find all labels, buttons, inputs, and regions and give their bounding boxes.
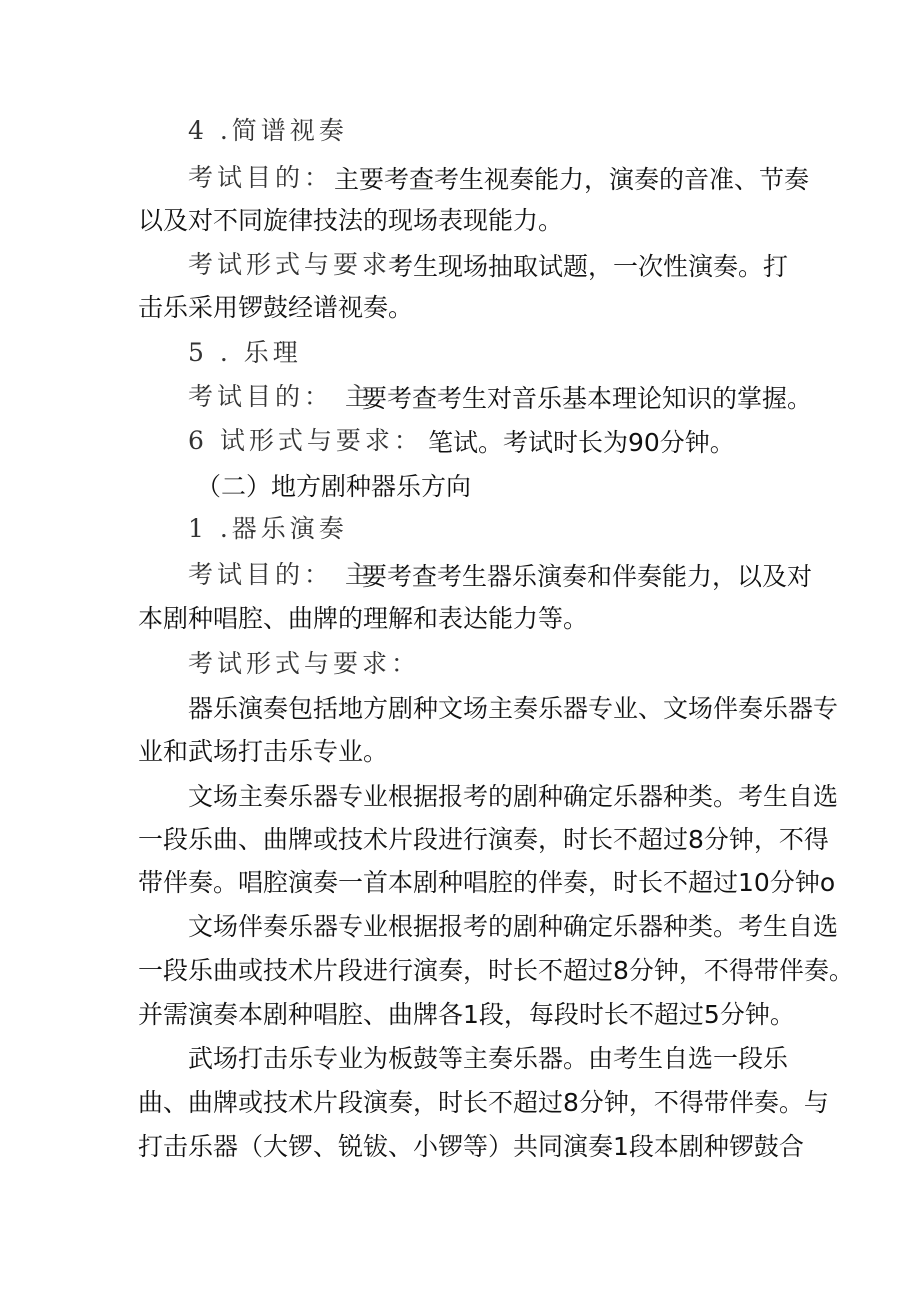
subsection-heading: （二）地方剧种器乐方向: [196, 472, 472, 501]
paragraph-text: 击乐采用锣鼓经谱视奏。: [138, 293, 414, 322]
paragraph-text: 一段乐曲或技术片段进行演奏，时长不超过8分钟，不得带伴奏。: [138, 956, 854, 985]
paragraph-text: 文场主奏乐器专业根据报考的剧种确定乐器种类。考生自选: [188, 782, 839, 811]
paragraph-text: 武场打击乐专业为板鼓等主奏乐器。由考生自选一段乐: [188, 1044, 789, 1073]
paragraph-text: 以及对不同旋律技法的现场表现能力。: [138, 206, 564, 235]
paragraph-text: 要考查考生器乐演奏和伴奏能力，以及对: [362, 562, 813, 591]
section-heading: 5 . 乐理: [188, 338, 302, 367]
section-heading: 1 .器乐演奏: [188, 514, 348, 543]
paragraph-text: 文场伴奏乐器专业根据报考的剧种确定乐器种类。考生自选: [188, 912, 839, 941]
paragraph-text: 主要考查考生视奏能力，演奏的音准、节奏: [334, 165, 810, 194]
paragraph-text: 带伴奏。唱腔演奏一首本剧种唱腔的伴奏，时长不超过10分钟o: [138, 868, 836, 897]
field-label: 考试目的： 主: [188, 560, 374, 589]
paragraph-text: 笔试。考试时长为90分钟。: [428, 428, 735, 457]
field-label: 考试形式与要求：: [188, 250, 421, 279]
field-label: 考试目的： 主: [188, 382, 374, 411]
paragraph-text: 并需演奏本剧种唱腔、曲牌各1段，每段时长不超过5分钟。: [138, 1000, 795, 1029]
paragraph-text: 本剧种唱腔、曲牌的理解和表达能力等。: [138, 604, 589, 633]
field-label: 考试目的：: [188, 163, 334, 192]
paragraph-text: 考生现场抽取试题，一次性演奏。打: [388, 252, 789, 281]
paragraph-text: 业和武场打击乐专业。: [138, 737, 389, 766]
paragraph-text: 一段乐曲、曲牌或技术片段进行演奏，时长不超过8分钟，不得: [138, 825, 829, 854]
paragraph-text: 要考查考生对音乐基本理论知识的掌握。: [362, 384, 813, 413]
field-label: 6 试形式与要求：: [188, 426, 423, 455]
paragraph-text: 器乐演奏包括地方剧种文场主奏乐器专业、文场伴奏乐器专: [188, 694, 839, 723]
paragraph-text: 打击乐器（大锣、锐钹、小锣等）共同演奏1段本剧种锣鼓合: [138, 1132, 804, 1161]
paragraph-text: 曲、曲牌或技术片段演奏，时长不超过8分钟，不得带伴奏。与: [138, 1088, 829, 1117]
field-label: 考试形式与要求：: [188, 649, 421, 678]
section-heading: 4 .简谱视奏: [188, 116, 348, 145]
